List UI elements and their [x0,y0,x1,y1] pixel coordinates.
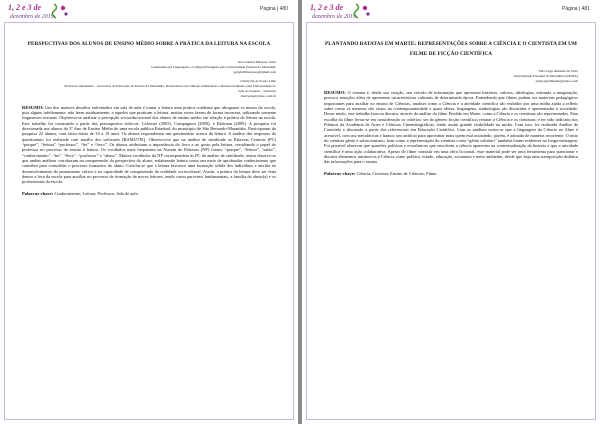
abstract-paragraph [324,90,578,165]
author-name: Ana Gabriel Marques Silva [237,59,276,64]
keywords [324,171,578,176]
paper-title: PERSPECTIVAS DOS ALUNOS DE ENSINO MÉDIO SOBRE A PRÁTICA DA LEITURA NA ESCOLA [27,41,271,47]
page-number: Página | 481 [562,6,590,12]
event-logo [308,2,372,20]
page-header [0,0,298,22]
abstract-label: RESUMO: [324,90,346,95]
abstract-text: O cinema é, desde sua criação, um veículo de informação que apresenta histórias, valores, ideologias, estimula a imaginação, provoca emoções além de apresentar características culturais de determinada época. Entendendo que filmes podem ser materiais pedagógicos importantes para auxiliar no ensino de Ciências, analisei como a Ciência e a atividade científica são exibidos por uma mídia ajuda a refletir sobre como os mesmos são vistos na contemporaneidade e quais ideias, linguagens, simbologias são discutidas e apresentadas à sociedade. Desse modo, este trabalho buscou discutir, através da análise do filme Perdido em Marte, como a Ciência e os cientistas são representados. Para escolha do filme levou-se em consideração os critérios: ser do gênero ficção científica; retratar a Ciência e os cientistas; e ter sido indicado nos Prêmios da Academia de Artes e Ciências Cinematográficas, tendo assim grande visibilidade na mídia. Com isso, foi realizada Análise de Conteúdo e discussão a partir dos referenciais em Educação Científica. Com as análises notou-se que a linguagem da Ciência no filme é acessível, com uso metafóricas e humor, um artifício para aproximar mais quem está assistindo, porém, é adotada de maneira recorrente. O mito do cientista gênio e salvacionismo, bem como a representação do cientista como “gênio solitário” também foram evidentes no longa-metragem. Foi possível observar que questões políticas e econômicas que envolvem a ciência aparecem na contextualização da história e que a atividade científica é uma ação colaborativa. Apesar do filme consistir em uma obra ficcional, esse material pode ser uma ferramenta para questionar e discutir elementos intrínsecos à Ciência como política, estado, educação, economia e meio ambiente, desde que haja uma transposição didática das informações para o ensino. [324,90,578,165]
author-affiliation: Professor Orientador – Secretaria da Educação do Estado do Maranhão. Doutorando em Ciências Ambientais e Desenvolvimento pela Universidade do Vale do Taquari – Univates [64,83,276,93]
keywords-text: Ciência; Cientista; Ensino de Ciências; Filme. [356,170,438,176]
author-email: charlyeni@yahoo.com.br [240,93,276,98]
right-page [302,0,600,424]
keywords-text: Conhecimento; Leitura; Professor; Sala de aula. [54,190,139,196]
page-header [302,0,600,22]
author-affiliation: Universidade Estadual do Maranhão (UEMA) [513,74,578,78]
svg-text:dezembro de 2019: dezembro de 2019 [10,14,54,20]
paper-title: PLANTANDO BATATAS EM MARTE: REPRESENTAÇÕES SOBRE A CIÊNCIA E O CIENTISTA EM UM FILME DE FICÇÃO CIENTÍFICA [325,41,577,57]
abstract-content [324,40,578,181]
author-email: yurijorgealmeida@yahoo.com [535,79,578,83]
svg-text:1, 2 e 3 de: 1, 2 e 3 de [310,3,344,12]
author-name: Charlyvni de Sousa Lima [240,78,276,83]
svg-text:1, 2 e 3 de: 1, 2 e 3 de [8,3,42,12]
event-logo [6,2,70,20]
page-number: Página | 480 [260,6,288,12]
svg-text:dezembro de 2019: dezembro de 2019 [312,14,356,20]
abstract-text: Um dos maiores desafios enfrentados em sala de aula é tornar a leitura uma prática cotidiana que ultrapasse os muros da escola, pois alguns infelizmente, não leem assiduamente, e aqueles que praticam a leitura, muitas vezes fazem de forma incorreta, utilizando somente fragmentos textuais. Objetivou-se analisar a percepção socioeducacional dos alunos de ensino médio em relação à prática de leitura na escola. Este trabalho foi construído a partir dos pressupostos teóricos: Colomer (2003), Compagnon (2009), e Kleiman (2009). A pesquisa foi direcionada aos alunos do 3º Ano de Ensino Médio de uma escola pública Estadual, do município de São Bernardo-Maranhão. Participaram da pesquisa 22 alunos, com faixa etária de 16 a 19 anos. Os alunos responderam um questionário acerca da leitura. A análise das respostas do questionário foi realizada com auxílio dos softwares IRAMUTEQ. Observou-se que na análise de similitude as Palavras Centrais (PC) “porque”, “leitura” “professor”, “ler” e “livro”. Os alunos atribuiram a importância do livro e ao gosto pela leitura, ressaltando o papel do professor no processo de ensino à leitura. Os vocábulos mais frequentes na Nuvem de Palavras (NP) foram: “porque”, “leitura”, “saber”, “conhecimento”, “ter”, “livro”, “professor” e “aluno”. Muitos vocábulos da NP correspondem às PC da análise de similitude, assim observa-se que ambas análises corroboram na compreensão da perspectiva do aluno, enfatizando leitura como um meio de aprofundar conhecimento que contribui para consolidar o processo formativo do aluno. Conclui-se que a leitura favorece uma formação sólida dos indivíduos e auxilia no desenvolvimento do pensamento crítico e na capacidade de compreensão da realidade sociocultural. Assim, a prática da leitura deve ser feita dentro e fora da escola para auxiliar no processo de formação de novos leitores, tendo como parceiros fundamentais, a família do aluno(a) e os profissionais da escola. [22,104,277,185]
author-name: Yuri Jorge Almeida da Silva [538,69,578,73]
abstract-content [22,40,276,200]
author-block [22,60,276,99]
keywords-label: Palavras-chave: [324,170,356,176]
keywords-label: Palavras-chave: [22,190,54,196]
author-affiliation: Graduanda em Linguagens e Códigos/Português pela Universidade Federal do Maranhão [151,64,276,69]
abstract-label: RESUMO: [22,104,44,110]
left-page [0,0,298,424]
abstract-paragraph [22,105,276,185]
keywords [22,191,276,196]
author-email: gabyfelllmarques@gmail.com [233,69,276,74]
author-block [324,69,578,84]
